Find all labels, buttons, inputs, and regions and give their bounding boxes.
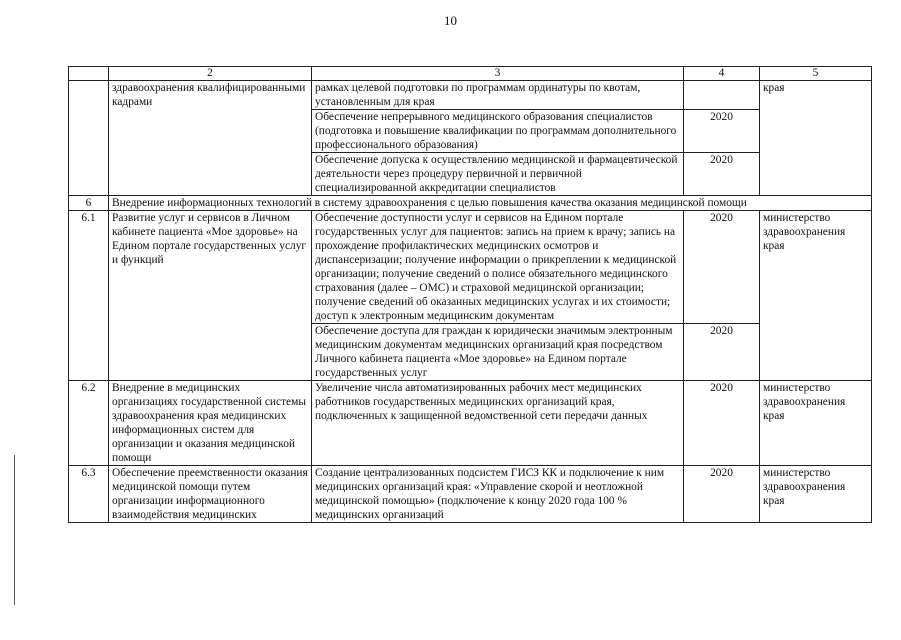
action-cell: Обеспечение доступа для граждан к юридически значимым электронным медицинским документам медицинских организаций края посредством Личного кабинета пациента «Мое здоровье» на Едином портале государственных услуг xyxy=(312,324,684,381)
scan-edge-mark xyxy=(14,455,15,605)
table-row xyxy=(69,81,872,110)
year-cell: 2020 xyxy=(684,153,760,196)
year-cell: 2020 xyxy=(684,466,760,523)
year-cell: 2020 xyxy=(684,110,760,153)
table-row xyxy=(69,381,872,466)
measure-name-cell: Обеспечение преемственности оказания медицинской помощи путем организации информационного взаимодействия медицинских xyxy=(109,466,312,523)
action-cell: Обеспечение доступности услуг и сервисов на Едином портале государственных услуг для пациентов: запись на прием к врачу; запись на прохождение профилактических медицинских осмотров и диспансеризации; получение информации о прикреплении к медицинской организации; получение сведений о полисе обязательного медицинского страхования (далее – ОМС) и страховой медицинской организации; получение сведений об оказанных медицинских услугах и их стоимости; доступ к электронным медицинским документам xyxy=(312,211,684,324)
action-cell: Обеспечение непрерывного медицинского образования специалистов (подготовка и повышение квалификации по программам дополнительного профессионального образования) xyxy=(312,110,684,153)
row-number-cell: 6.1 xyxy=(69,211,109,381)
table-row xyxy=(69,211,872,324)
year-cell xyxy=(684,81,760,110)
year-cell: 2020 xyxy=(684,324,760,381)
measure-name-cell: Развитие услуг и сервисов в Личном кабинете пациента «Мое здоровье» на Едином портале государственных услуг и функций xyxy=(109,211,312,381)
section-row xyxy=(69,196,872,211)
header-cell-5: 5 xyxy=(760,67,872,81)
responsible-cell: края xyxy=(760,81,872,196)
header-cell-2: 2 xyxy=(109,67,312,81)
program-table xyxy=(68,66,872,523)
table-row xyxy=(69,466,872,523)
action-cell: Создание централизованных подсистем ГИСЗ КК и подключение к ним медицинских организаций края: «Управление скорой и неотложной медицинской помощью» (подключение к концу 2020 года 100 % медицинских организаций xyxy=(312,466,684,523)
table-header-row xyxy=(69,67,872,81)
section-title: Внедрение информационных технологий в систему здравоохранения с целью повышения качества оказания медицинской помощи xyxy=(109,196,872,211)
year-cell: 2020 xyxy=(684,211,760,324)
header-cell-4: 4 xyxy=(684,67,760,81)
header-cell-3: 3 xyxy=(312,67,684,81)
responsible-cell: министерство здравоохранения края xyxy=(760,466,872,523)
action-cell: Увеличение числа автоматизированных рабочих мест медицинских работников государственных медицинских организаций края, подключенных к защищенной ведомственной сети передачи данных xyxy=(312,381,684,466)
header-cell-1 xyxy=(69,67,109,81)
row-number-cell: 6.2 xyxy=(69,381,109,466)
action-cell: рамках целевой подготовки по программам ординатуры по квотам, установленным для края xyxy=(312,81,684,110)
action-cell: Обеспечение допуска к осуществлению медицинской и фармацевтической деятельности через процедуру первичной и первичной специализированной аккредитации специалистов xyxy=(312,153,684,196)
measure-name-cell: Внедрение в медицинских организациях государственной системы здравоохранения края медицинских информационных систем для организации и оказания медицинской помощи xyxy=(109,381,312,466)
section-number: 6 xyxy=(69,196,109,211)
year-cell: 2020 xyxy=(684,381,760,466)
page-number: 10 xyxy=(444,13,457,28)
responsible-cell: министерство здравоохранения края xyxy=(760,211,872,381)
row-number-cell: 6.3 xyxy=(69,466,109,523)
measure-name-cell: здравоохранения квалифицированными кадрами xyxy=(109,81,312,196)
responsible-cell: министерство здравоохранения края xyxy=(760,381,872,466)
row-number-cell xyxy=(69,81,109,196)
